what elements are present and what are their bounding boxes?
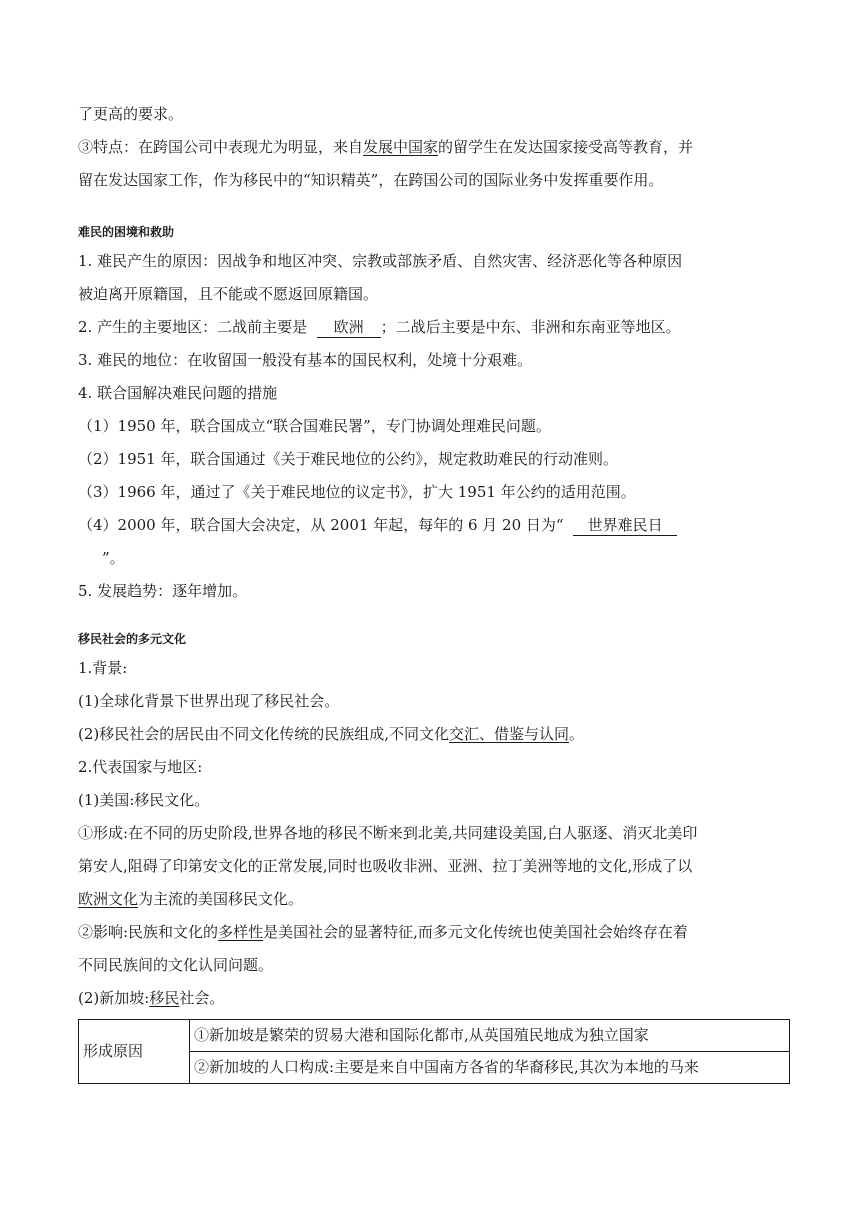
table-row (79, 1020, 790, 1052)
paragraph: 了更高的要求。 (78, 105, 184, 123)
paragraph: ③特点：在跨国公司中表现尤为明显，来自发展中国家的留学生在发达国家接受高等教育，并 (78, 138, 694, 156)
table-label-cell: 形成原因 (79, 1020, 190, 1084)
paragraph: 3. 难民的地位：在收留国一般没有基本的国民权利，处境十分艰难。 (78, 351, 533, 369)
underlined-term: 发展中国家 (363, 138, 439, 156)
answer-blank: 世界难民日 (573, 515, 677, 536)
section-heading-multiculture: 移民社会的多元文化 (78, 632, 187, 646)
table-cell: ①新加坡是繁荣的贸易大港和国际化都市,从英国殖民地成为独立国家 (190, 1020, 790, 1052)
answer-blank: 欧洲 (317, 317, 381, 338)
table-cell: ②新加坡的人口构成:主要是来自中国南方各省的华裔移民,其次为本地的马来 (190, 1052, 790, 1084)
list-item: （3）1966 年，通过了《关于难民地位的议定书》，扩大 1951 年公约的适用范围。 (78, 483, 636, 501)
paragraph: ②影响:民族和文化的多样性是美国社会的显著特征,而多元文化传统也使美国社会始终存在着 (78, 923, 688, 941)
document-page (78, 98, 790, 1084)
underlined-term: 欧洲文化 (78, 890, 139, 908)
paragraph: 欧洲文化为主流的美国移民文化。 (78, 890, 304, 908)
underlined-term: 移民 (149, 989, 180, 1007)
paragraph: 1. 难民产生的原因：因战争和地区冲突、宗教或部族矛盾、自然灾害、经济恶化等各种原因 (78, 252, 683, 270)
paragraph: (1)全球化背景下世界出现了移民社会。 (78, 692, 340, 710)
list-item: （4）2000 年，联合国大会决定，从 2001 年起，每年的 6 月 20 日为“ 世界难民日 (78, 509, 790, 542)
paragraph: 2.代表国家与地区: (78, 758, 203, 776)
paragraph: (1)美国:移民文化。 (78, 791, 210, 809)
paragraph: 留在发达国家工作，作为移民中的“知识精英”，在跨国公司的国际业务中发挥重要作用。 (78, 171, 664, 189)
list-item: （1）1950 年，联合国成立“联合国难民署”，专门协调处理难民问题。 (78, 417, 551, 435)
list-item: （2）1951 年，联合国通过《关于难民地位的公约》，规定救助难民的行动准则。 (78, 450, 618, 468)
paragraph: (2)新加坡:移民社会。 (78, 989, 225, 1007)
list-item-continuation: ”。 (102, 549, 125, 567)
underlined-term: 多样性 (218, 923, 264, 941)
paragraph: ①形成:在不同的历史阶段,世界各地的移民不断来到北美,共同建设美国,白人驱逐、消灭北美印 (78, 824, 698, 842)
section-heading-refugee: 难民的困境和救助 (78, 225, 175, 239)
paragraph: 5. 发展趋势：逐年增加。 (78, 582, 248, 600)
paragraph: 被迫离开原籍国，且不能或不愿返回原籍国。 (78, 285, 379, 303)
paragraph: 1.背景: (78, 659, 128, 677)
paragraph: 不同民族间的文化认同问题。 (78, 956, 274, 974)
paragraph: 4. 联合国解决难民问题的措施 (78, 384, 278, 402)
singapore-table (78, 1019, 790, 1084)
paragraph: 2. 产生的主要地区：二战前主要是 欧洲 ；二战后主要是中东、非洲和东南亚等地区。 (78, 318, 681, 336)
paragraph: (2)移民社会的居民由不同文化传统的民族组成,不同文化交汇、借鉴与认同。 (78, 725, 585, 743)
paragraph: 第安人,阻碍了印第安文化的正常发展,同时也吸收非洲、亚洲、拉丁美洲等地的文化,形成了以 (78, 857, 693, 875)
underlined-term: 交汇、借鉴与认同 (449, 725, 570, 743)
